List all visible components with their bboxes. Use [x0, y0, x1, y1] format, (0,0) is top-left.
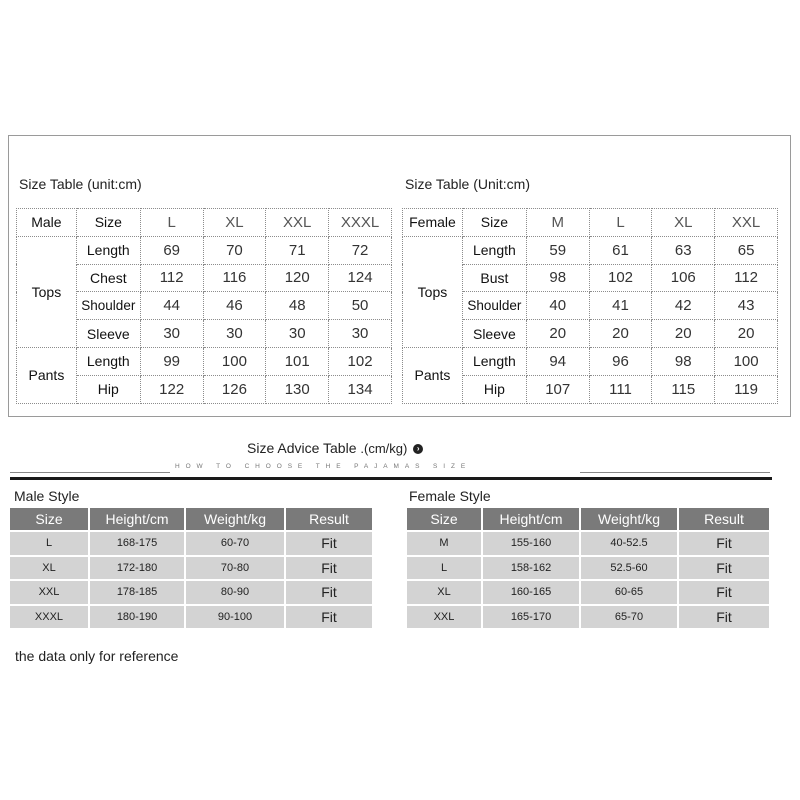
measure-value: 96	[589, 347, 652, 375]
group-label: Pants	[17, 347, 77, 403]
size-header: XL	[652, 209, 715, 237]
female-style-title: Female Style	[409, 488, 491, 504]
column-header: Result	[679, 508, 769, 530]
measure-row	[17, 236, 392, 264]
measure-value: 112	[140, 264, 203, 292]
divider-right	[580, 472, 770, 473]
measure-value: 43	[715, 292, 778, 320]
table-cell: Fit	[679, 581, 769, 604]
table-row	[407, 532, 769, 555]
measure-label: Length	[462, 236, 526, 264]
reference-note: the data only for reference	[15, 648, 179, 664]
table-row	[407, 606, 769, 629]
measure-value: 69	[140, 236, 203, 264]
measure-value: 119	[715, 375, 778, 403]
size-advice-subtitle: HOW TO CHOOSE THE PAJAMAS SIZE	[175, 463, 472, 470]
table-cell: 155-160	[483, 532, 579, 555]
size-advice-title-text: Size Advice Table	[247, 440, 357, 456]
table-cell: Fit	[286, 606, 372, 629]
measure-value: 99	[140, 347, 203, 375]
size-label: Size	[462, 209, 526, 237]
measure-row	[403, 236, 778, 264]
measure-value: 46	[203, 292, 266, 320]
gender-label: Male	[17, 209, 77, 237]
advice-header-row	[407, 508, 769, 530]
size-header: M	[526, 209, 589, 237]
table-cell: 160-165	[483, 581, 579, 604]
column-header: Height/cm	[90, 508, 184, 530]
measure-value: 98	[526, 264, 589, 292]
size-advice-title	[247, 440, 423, 456]
measure-value: 50	[329, 292, 392, 320]
advice-header-row	[10, 508, 372, 530]
measure-value: 30	[140, 320, 203, 348]
measure-label: Hip	[462, 375, 526, 403]
size-header: XXL	[715, 209, 778, 237]
size-header: L	[589, 209, 652, 237]
table-cell: XXL	[10, 581, 88, 604]
table-cell: M	[407, 532, 481, 555]
measure-value: 20	[526, 320, 589, 348]
size-header: L	[140, 209, 203, 237]
table-cell: XXL	[407, 606, 481, 629]
measure-value: 30	[266, 320, 329, 348]
measure-value: 134	[329, 375, 392, 403]
divider-left	[10, 472, 170, 473]
measure-value: 115	[652, 375, 715, 403]
measure-row	[403, 347, 778, 375]
measure-value: 20	[715, 320, 778, 348]
table-cell: Fit	[679, 532, 769, 555]
table-cell: 65-70	[581, 606, 677, 629]
measure-value: 107	[526, 375, 589, 403]
table-cell: 80-90	[186, 581, 284, 604]
table-cell: XL	[407, 581, 481, 604]
measure-value: 61	[589, 236, 652, 264]
table-cell: 40-52.5	[581, 532, 677, 555]
size-header: XXXL	[329, 209, 392, 237]
table-cell: 60-65	[581, 581, 677, 604]
measure-value: 48	[266, 292, 329, 320]
size-advice-unit: .(cm/kg)	[360, 441, 408, 456]
measure-value: 100	[203, 347, 266, 375]
measure-value: 30	[329, 320, 392, 348]
gender-label: Female	[403, 209, 463, 237]
measure-value: 20	[652, 320, 715, 348]
measure-value: 122	[140, 375, 203, 403]
measure-value: 44	[140, 292, 203, 320]
table-cell: L	[407, 557, 481, 580]
measure-value: 65	[715, 236, 778, 264]
measure-label: Hip	[76, 375, 140, 403]
column-header: Size	[10, 508, 88, 530]
measure-value: 59	[526, 236, 589, 264]
table-row	[10, 532, 372, 555]
size-header: XXL	[266, 209, 329, 237]
table-cell: 172-180	[90, 557, 184, 580]
male-size-table-title: Size Table (unit:cm)	[19, 176, 142, 192]
group-label: Pants	[403, 347, 463, 403]
male-size-table	[16, 208, 392, 404]
measure-label: Chest	[76, 264, 140, 292]
size-header-row	[403, 209, 778, 237]
measure-value: 116	[203, 264, 266, 292]
table-row	[10, 581, 372, 604]
measure-value: 112	[715, 264, 778, 292]
measure-value: 124	[329, 264, 392, 292]
column-header: Result	[286, 508, 372, 530]
table-cell: 178-185	[90, 581, 184, 604]
size-header: XL	[203, 209, 266, 237]
table-cell: Fit	[679, 557, 769, 580]
table-cell: L	[10, 532, 88, 555]
table-cell: 52.5-60	[581, 557, 677, 580]
female-style-table	[405, 506, 771, 630]
column-header: Weight/kg	[186, 508, 284, 530]
measure-label: Shoulder	[76, 292, 140, 320]
table-row	[10, 606, 372, 629]
male-style-table	[8, 506, 374, 630]
measure-value: 111	[589, 375, 652, 403]
table-cell: 180-190	[90, 606, 184, 629]
measure-value: 42	[652, 292, 715, 320]
table-cell: Fit	[679, 606, 769, 629]
measure-value: 106	[652, 264, 715, 292]
column-header: Height/cm	[483, 508, 579, 530]
table-cell: 60-70	[186, 532, 284, 555]
measure-value: 94	[526, 347, 589, 375]
female-size-table-title: Size Table (Unit:cm)	[405, 176, 531, 192]
measure-value: 98	[652, 347, 715, 375]
measure-label: Length	[76, 347, 140, 375]
table-cell: 70-80	[186, 557, 284, 580]
measure-value: 71	[266, 236, 329, 264]
measure-label: Shoulder	[462, 292, 526, 320]
info-icon: ›	[413, 444, 423, 454]
measure-label: Sleeve	[76, 320, 140, 348]
measure-value: 101	[266, 347, 329, 375]
measure-value: 20	[589, 320, 652, 348]
measure-value: 40	[526, 292, 589, 320]
measure-value: 120	[266, 264, 329, 292]
divider-thick	[10, 477, 772, 480]
measure-value: 130	[266, 375, 329, 403]
table-cell: XL	[10, 557, 88, 580]
table-row	[407, 557, 769, 580]
size-label: Size	[76, 209, 140, 237]
size-header-row	[17, 209, 392, 237]
measure-value: 102	[589, 264, 652, 292]
measure-label: Bust	[462, 264, 526, 292]
measure-label: Sleeve	[462, 320, 526, 348]
measure-value: 30	[203, 320, 266, 348]
measure-value: 100	[715, 347, 778, 375]
measure-value: 41	[589, 292, 652, 320]
table-cell: XXXL	[10, 606, 88, 629]
group-label: Tops	[403, 236, 463, 347]
measure-value: 126	[203, 375, 266, 403]
group-label: Tops	[17, 236, 77, 347]
measure-label: Length	[462, 347, 526, 375]
table-cell: 158-162	[483, 557, 579, 580]
table-cell: 168-175	[90, 532, 184, 555]
table-cell: Fit	[286, 557, 372, 580]
measure-label: Length	[76, 236, 140, 264]
female-size-table	[402, 208, 778, 404]
male-style-title: Male Style	[14, 488, 80, 504]
table-cell: 165-170	[483, 606, 579, 629]
measure-value: 63	[652, 236, 715, 264]
table-cell: Fit	[286, 581, 372, 604]
measure-value: 102	[329, 347, 392, 375]
measure-value: 72	[329, 236, 392, 264]
measure-value: 70	[203, 236, 266, 264]
table-cell: Fit	[286, 532, 372, 555]
table-cell: 90-100	[186, 606, 284, 629]
table-row	[407, 581, 769, 604]
measure-row	[17, 347, 392, 375]
table-row	[10, 557, 372, 580]
column-header: Size	[407, 508, 481, 530]
column-header: Weight/kg	[581, 508, 677, 530]
